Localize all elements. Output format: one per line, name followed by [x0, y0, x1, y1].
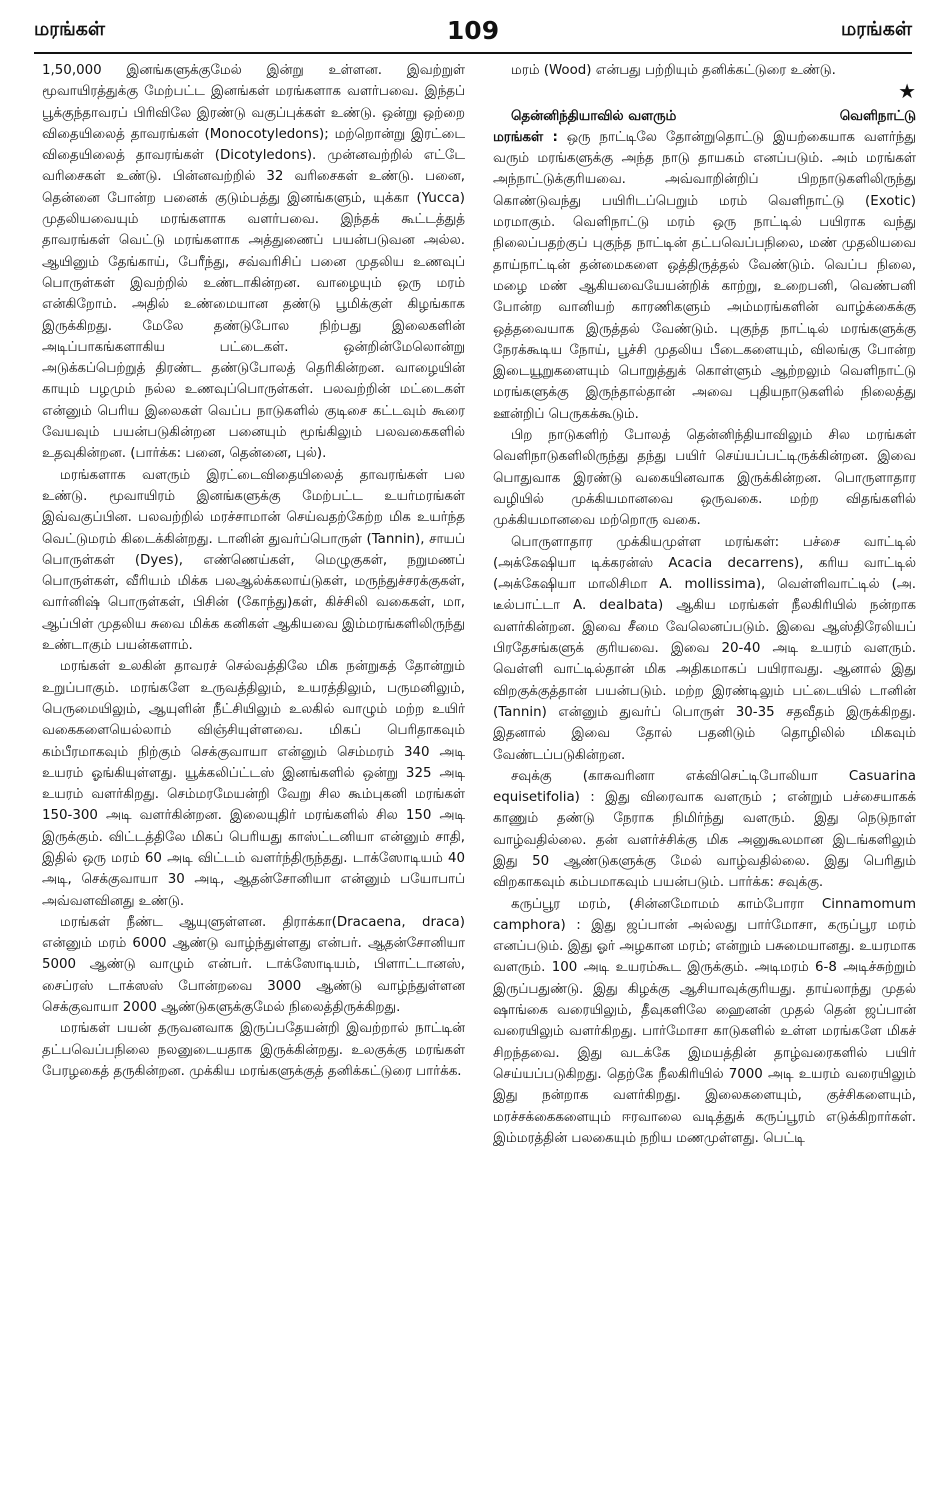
left-paragraph-1: 1,50,000 இனங்களுக்குமேல் இன்று உள்ளன. இவற்றுள் மூவாயிரத்துக்கு மேற்பட்ட இனங்கள் மரங்களாக வளர்பவை. இந்தப் பூக்குந்தாவரப் பிரிவிலே இரண்டு வகுப்புக்கள் உண்டு. ஒன்று ஒற்றை விதையிலைத் தாவரங்கள் (Monocotyledons); மற்றொன்று இரட்டை விதையிலைத் தாவரங்கள் (Dicotyledons). முன்னவற்றில் எட்டே வரிசைகள் உண்டு. பின்னவற்றில் 32 வரிசைகள் உண்டு. பனை, தென்னை போன்ற பனைக் குடும்பத்து இனங்களும், யுக்கா (Yucca) முதலியவையும் மரங்களாக வளர்பவை. இந்தக் கூட்டத்துத் தாவரங்கள் வெட்டு மரங்களாக அத்துணைப் பயன்படுவன அல்ல. ஆயினும் தேங்காய், பேரீந்து, சவ்வரிசிப் பனை முதலிய உணவுப் பொருள்கள் இவற்றில் உண்டாகின்றன. வாழையும் ஒரு மரம் என்கிறோம். அதில் உண்மையான தண்டு பூமிக்குள் கிழங்காக இருக்கிறது. மேலே தண்டுபோல நிற்பது இலைகளின் அடிப்பாகங்களாகிய பட்டைகள். ஒன்றின்மேலொன்று அடுக்கப்பெற்றுத் திரண்ட தண்டுபோலத் தெரிகின்றன. வாழையின் காயும் பழமும் நல்ல உணவுப்பொருள்கள். பலவற்றின் மட்டைகள் என்னும் பெரிய இலைகள் வெப்ப நாடுகளில் குடிசை கட்டவும் கூரை வேயவும் பயன்படுகின்றன பனையும் மூங்கிலும் பலவகைகளில் உதவுகின்றன. (பார்க்க: பனை, தென்னை, புல்).: [42, 63, 465, 462]
left-paragraph-5: மரங்கள் பயன் தருவனவாக இருப்பதேயன்றி இவற்றால் நாட்டின் தட்பவெப்பநிலை நலனுடையதாக இருக்கின்றது. உலகுக்கு மரங்கள் பேரழகைத் தருகின்றன. முக்கிய மரங்களுக்குத் தனிக்கட்டுரை பார்க்க.: [42, 1021, 465, 1079]
left-paragraph-4: மரங்கள் நீண்ட ஆயுளுள்ளன. திராக்கா(Dracaena, draca) என்னும் மரம் 6000 ஆண்டு வாழ்ந்துள்ளது என்பர். ஆதன்சோனியா 5000 ஆண்டு வாழும் என்பர். டாக்ஸோடியம், பிளாட்டானஸ், சைப்ரஸ் டாக்ஸஸ் போன்றவை 3000 ஆண்டு வாழ்ந்துள்ளன செக்குவாயா 2000 ஆண்டுகளுக்குமேல் நிலைத்திருக்கிறது.: [42, 914, 465, 1016]
right-paragraph-3: [493, 532, 916, 766]
page-number: 109: [446, 15, 500, 45]
section-heading-part-a: தென்னிந்தியாவில் வளரும்: [511, 108, 677, 124]
left-paragraph-3: மரங்கள் உலகின் தாவரச் செல்வத்திலே மிக நன்றுகத் தோன்றும் உறுப்பாகும். மரங்களே உருவத்திலும், உயரத்திலும், பருமனிலும், பெருமையிலும், ஆயுளின் நீட்சியிலும் உலகில் வாழும் மற்ற உயிர் வகைகளையெல்லாம் விஞ்சியுள்ளவை. மிகப் பெரிதாகவும் கம்பீரமாகவும் நிற்கும் செக்குவாயா என்னும் செம்மரம் 340 அடி உயரம் ஓங்கியுள்ளது. யூக்கலிப்ட்டஸ் இனங்களில் ஒன்று 325 அடி உயரம் வளர்கிறது. செம்மரமேயன்றி வேறு சில கூம்புகனி மரங்கள் 150-300 அடி வளர்கின்றன. இலையுதிர் மரங்களில் சில 150 அடி இருக்கும். விட்டத்திலே மிகப் பெரியது காஸ்ட்டனியா என்னும் சாதி, இதில் ஒரு மரம் 60 அடி விட்டம் வளர்ந்திருந்தது. டாக்ஸோடியம் 40 அடி, செக்குவாயா 30 அடி, ஆதன்சோனியா என்னும் பயோபாப் அவ்வளவினது உண்டு.: [42, 659, 465, 909]
left-column: [42, 60, 465, 1482]
right-paragraph-1-text: ஒரு நாட்டிலே தோன்றுதொட்டு இயற்கையாக வளர்ந்து வரும் மரங்களுக்கு அந்த நாடு தாயகம் எனப்படும். அம் மரங்கள் அந்நாட்டுக்குரியவை. அவ்வாறின்றிப் பிறநாடுகளிலிருந்து கொண்டுவந்து பயிரிடப்பெறும் மரம் வெளிநாட்டு (Exotic) மரமாகும். வெளிநாட்டு மரம் ஒரு நாட்டில் பயிராக வந்து நிலைப்பதற்குப் புகுந்த நாட்டின் தட்பவெப்பநிலை, மண் முதலியவை தாய்நாட்டின் தன்மைகளை ஒத்திருத்தல் வேண்டும். வெப்ப நிலை, மழை மண் ஆகியவையேயன்றிக் காற்று, உறைபனி, வெண்பனி போன்ற வானியற் காரணிகளும் அம்மரங்களின் வாழ்க்கைக்கு ஒத்தவையாக இருத்தல் வேண்டும். புகுந்த நாட்டில் மரங்களுக்கு நேரக்கூடிய நோய், பூச்சி முதலிய பீடைகளையும், விலங்கு போன்ற இடையூறுகளையும் பொறுத்துக் கொள்ளும் ஆற்றலும் வெளிநாட்டு மரங்களுக்கு இருந்தால்தான் அவை புதியநாடுகளில் நிலைத்து ஊன்றிப் பெருகக்கூடும்.: [493, 129, 916, 422]
right-paragraph-3-text: பச்சை வாட்டில் (அக்கேஷியா டிக்கரன்ஸ் Acacia decarrens), கரிய வாட்டில் (அக்கேஷியா மாலிசிமா A. mollissima), வெள்ளிவாட்டில் (அ. டீல்பாட்டா A. dealbata) ஆகிய மரங்கள் நீலகிரியில் நன்றாக வளர்கின்றன. இவை சீமை வேலெனப்படும். இவை ஆஸ்திரேலியப் பிரதேசங்களுக் குரியவை. இவை 20-40 அடி உயரம் வளரும். வெள்ளி வாட்டில்தான் மிக அதிகமாகப் பயிராவது. ஆனால் இது விறகுக்குத்தான் பயன்படும். மற்ற இரண்டிலும் பட்டையில் டானின் (Tannin) என்னும் துவர்ப் பொருள் 30-35 சதவீதம் இருக்கிறது. இதனால் இவை தோல் பதனிடும் தொழிலில் மிகவும் வேண்டப்படுகின்றன.: [493, 534, 916, 763]
right-column: [493, 60, 916, 1482]
section-heading: [493, 106, 916, 127]
section-heading-part-b: வெளிநாட்டு: [839, 108, 916, 124]
left-paragraph-2: மரங்களாக வளரும் இரட்டைவிதையிலைத் தாவரங்கள் பல உண்டு. மூவாயிரம் இனங்களுக்கு மேற்பட்ட உயர்மரங்கள் இவ்வகுப்பின. பலவற்றில் மரச்சாமான் செய்வதற்கேற்ற மிக உயர்ந்த வெட்டுமரம் கிடைக்கின்றது. டானின் துவர்ப்பொருள் (Tannin), சாயப் பொருள்கள் (Dyes), எண்ணெய்கள், மெழுகுகள், நறுமணப் பொருள்கள், வீரியம் மிக்க பலஆல்க்கலாய்டுகள், மருந்துச்சரக்குகள், வார்னிஷ் பொருள்கள், பிசின் (கோந்து)கள், கிச்சிலி வகைகள், மா, ஆப்பிள் முதலிய சுவை மிக்க கனிகள் ஆகியவை இம்மரங்களிலிருந்து உண்டாகும் பயன்களாம்.: [42, 467, 465, 654]
section-heading-part-c: மரங்கள் :: [493, 129, 558, 145]
right-paragraph-5: கருப்பூர மரம், (சின்னமோமம் காம்போரா Cinnamomum camphora) : இது ஜப்பான் அல்லது பார்மோசா, கருப்பூர மரம் எனப்படும். இது ஓர் அழகான மரம்; என்றும் பசுமையானது. உயரமாக வளரும். 100 அடி உயரம்கூட இருக்கும். அடிமரம் 6-8 அடிச்சுற்றும் இருப்பதுண்டு. இது கிழக்கு ஆசியாவுக்குரியது. தாய்லாந்து முதல் ஷாங்கை வரையிலும், தீவுகளிலே ஹைனன் முதல் தென் ஜப்பான் வரையிலும் வளர்கிறது. பார்மோசா காடுகளில் உள்ள மரங்களே மிகச் சிறந்தவை. இது வடக்கே இமயத்தின் தாழ்வரைகளில் பயிர் செய்யப்படுகிறது. தெற்கே நீலகிரியில் 7000 அடி உயரம் வரையிலும் இது நன்றாக வளர்கிறது. இலைகளையும், குச்சிகளையும், மரச்சக்கைகளையும் ஈரவாலை வடித்துக் கருப்பூரம் எடுக்கிறார்கள். இம்மரத்தின் பலகையும் நறிய மணமுள்ளது. பெட்டி: [493, 896, 916, 1146]
star-ornament: ★: [898, 79, 916, 104]
header-rule: [34, 52, 912, 54]
right-paragraph-1: [493, 127, 916, 425]
left-running-title: மரங்கள்: [34, 17, 106, 40]
running-head: [34, 10, 912, 50]
right-paragraph-2: பிற நாடுகளிற் போலத் தென்னிந்தியாவிலும் சில மரங்கள் வெளிநாடுகளிலிருந்து தந்து பயிர் செய்யப்பட்டிருக்கின்றன. இவை பொதுவாக இரண்டு வகையினவாக இருக்கின்றன. பொருளாதார வழியில் முக்கியமானவை ஒருவகை. மற்ற விதங்களில் முக்கியமானவை மற்றொரு வகை.: [493, 428, 916, 529]
right-intro: மரம் (Wood) என்பது பற்றியும் தனிக்கட்டுரை உண்டு.: [511, 63, 836, 78]
right-paragraph-4: சவுக்கு (காசுவரினா எக்விசெட்டிபோலியா Casuarina equisetifolia) : இது விரைவாக வளரும் ; என்றும் பச்சையாகக் காணும் தண்டு நேராக நிமிர்ந்து வளரும். இது நெடுநாள் வாழ்வதில்லை. தன் வளர்ச்சிக்கு மிக அனுகூலமான இடங்களிலும் இது 50 ஆண்டுகளுக்கு மேல் வாழ்வதில்லை. இது பெரிதும் விறகாகவும் கம்பமாகவும் பயன்படும். பார்க்க: சவுக்கு.: [493, 768, 916, 891]
section-divider: [493, 81, 916, 105]
right-running-title: மரங்கள்: [840, 17, 912, 40]
economic-trees-lead: பொருளாதார முக்கியமுள்ள மரங்கள்:: [511, 534, 780, 550]
